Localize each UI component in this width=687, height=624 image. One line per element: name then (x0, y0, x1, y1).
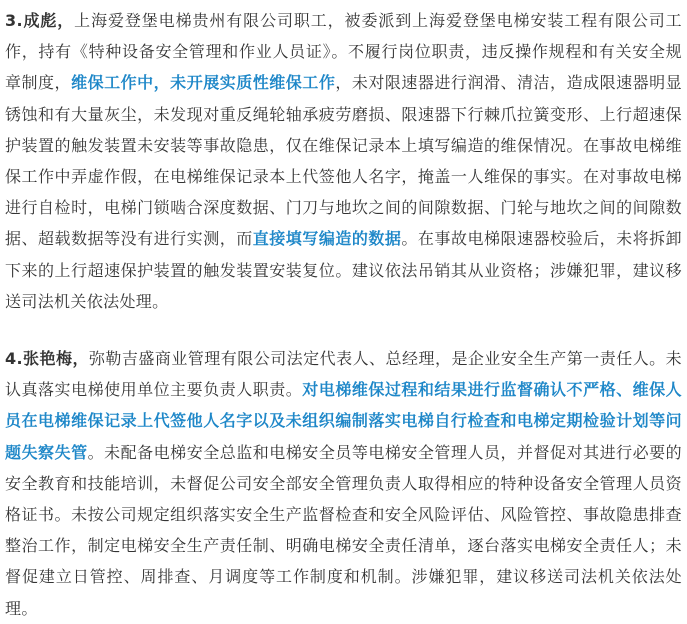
paragraph-zhangyanmei (5, 343, 682, 624)
person-heading: 4.张艳梅， (5, 349, 89, 369)
body-text: 弥勒吉盛商业管理有限公司法定代表人、总经理，是企业安全生产第一责任人。未认真落实电梯使用单位主要负责人职责。 (5, 349, 682, 400)
body-text: 。在事故电梯限速器校验后，未将拆卸下来的上行超速保护装置的触发装置安装复位。建议依法吊销其从业资格；涉嫌犯罪，建议移送司法机关依法处理。 (5, 229, 683, 311)
body-text: 。未配备电梯安全总监和电梯安全员等电梯安全管理人员，并督促对其进行必要的安全教育和技能培训，未督促公司安全部安全管理负责人取得相应的特种设备安全管理人员资格证书。未按公司规定组织落实安全生产监督检查和安全风险评估、风险管控、事故隐患排查整治工作，制定电梯安全生产责任制、明确电梯安全责任清单，逐台落实电梯安全责任人；未督促建立日管控、周排查、月调度等工作制度和机制。涉嫌犯罪，建议移送司法机关依法处理。 (5, 442, 682, 618)
body-text: ，未对限速器进行润滑、清洁，造成限速器明显锈蚀和有大量灰尘，未发现对重反绳轮轴承疲劳磨损、限速器下行棘爪拉簧变形、上行超速保护装置的触发装置未安装等事故隐患，仅在维保记录本上填写编造的维保情况。在事故电梯维保工作中弄虚作假，在电梯维保记录本上代签他人名字，掩盖一人维保的事实。在对事故电梯进行自检时，电梯门锁啮合深度数据、门刀与地坎之间的间隙数据、门轮与地坎之间的间隙数据、超载数据等没有进行实测，而 (5, 73, 683, 249)
paragraph-chengbiao (5, 5, 682, 317)
highlighted-text: 对电梯维保过程和结果进行监督确认不严格、维保人员在电梯维保记录上代签他人名字以及未组织编制落实电梯自行检查和电梯定期检验计划等问题失察失管 (5, 380, 682, 462)
body-text: 上海爱登堡电梯贵州有限公司职工，被委派到上海爱登堡电梯安装工程有限公司工作，持有《特种设备安全管理和作业人员证》。不履行岗位职责，违反操作规程和有关安全规章制度， (5, 11, 682, 93)
highlighted-text: 直接填写编造的数据 (252, 229, 402, 249)
person-heading: 3.成彪， (5, 11, 75, 30)
highlighted-text: 维保工作中，未开展实质性维保工作 (71, 73, 336, 93)
